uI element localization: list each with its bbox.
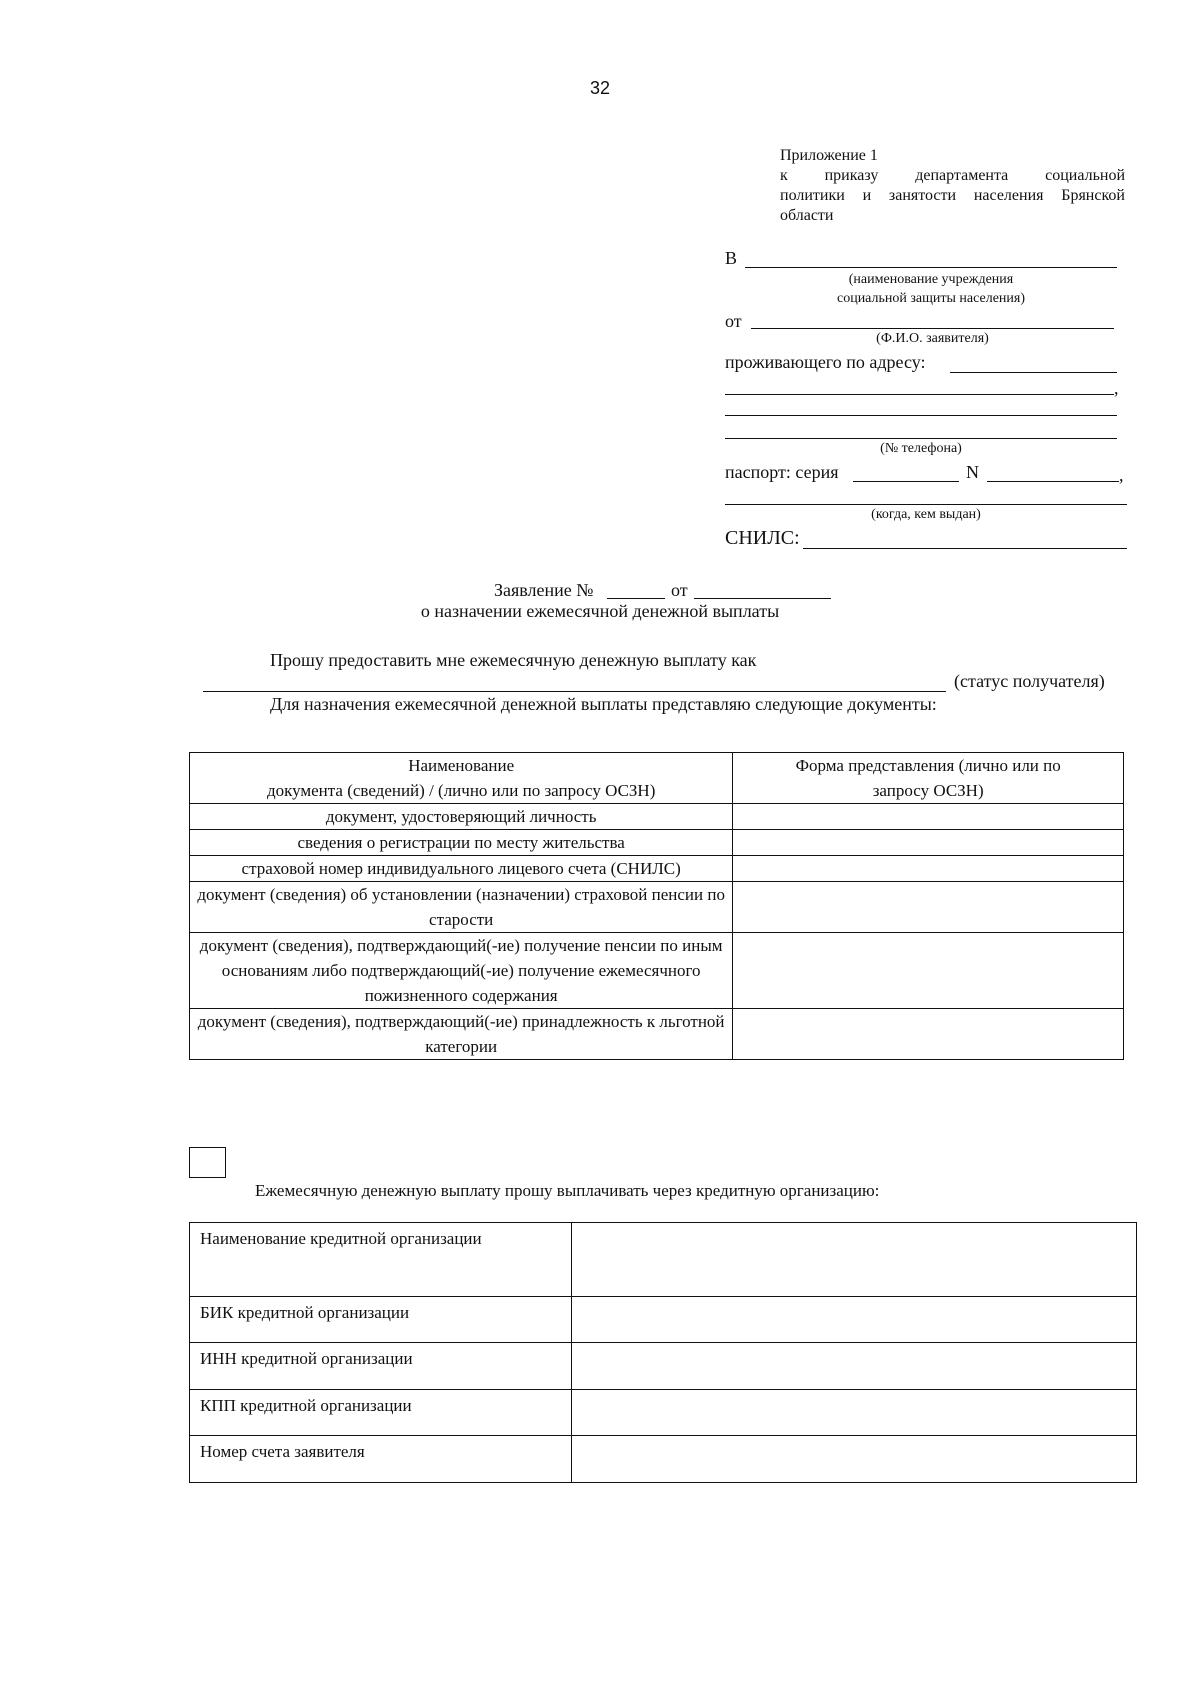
- snils-label: СНИЛС:: [725, 527, 800, 549]
- bank-field-value[interactable]: [572, 1436, 1137, 1483]
- submission-form-cell[interactable]: [733, 804, 1124, 830]
- table-row: [190, 1436, 1137, 1483]
- table-row: [190, 804, 1124, 830]
- document-name-cell: документ, удостоверяющий личность: [190, 804, 733, 830]
- header-document-name: [190, 753, 733, 804]
- phone-caption: (№ телефона): [880, 441, 962, 456]
- snils-field-line[interactable]: [803, 548, 1127, 549]
- appendix-reference: [780, 146, 1125, 226]
- table-row: [190, 1343, 1137, 1390]
- submission-form-cell[interactable]: [733, 933, 1124, 1009]
- bank-field-label: КПП кредитной организации: [190, 1390, 572, 1436]
- passport-comma: ,: [1119, 465, 1124, 485]
- submission-form-cell[interactable]: [733, 1009, 1124, 1060]
- bank-field-value[interactable]: [572, 1390, 1137, 1436]
- bank-field-label: Наименование кредитной организации: [190, 1223, 572, 1297]
- appendix-title: Приложение 1: [780, 147, 878, 164]
- document-name-cell: документ (сведения), подтверждающий(-ие) принадлежность к льготной категории: [190, 1009, 733, 1060]
- table-row: [190, 933, 1124, 1009]
- bank-field-label: ИНН кредитной организации: [190, 1343, 572, 1390]
- bank-details-table: [189, 1222, 1137, 1483]
- table-row: [190, 1390, 1137, 1436]
- from-caption: (Ф.И.О. заявителя): [876, 331, 989, 346]
- header-line: запросу ОСЗН): [872, 781, 984, 800]
- submission-form-cell[interactable]: [733, 882, 1124, 933]
- table-row: [190, 882, 1124, 933]
- header-line: Форма представления (лично или по: [795, 756, 1061, 775]
- header-line: документа (сведений) / (лично или по запросу ОСЗН): [266, 781, 656, 800]
- address-line[interactable]: [725, 438, 1117, 439]
- bank-payment-checkbox[interactable]: [189, 1147, 226, 1178]
- to-caption-line: (наименование учреждения: [848, 272, 1014, 287]
- passport-number-field[interactable]: [987, 481, 1119, 482]
- statement-date-field[interactable]: [694, 598, 831, 599]
- status-caption: (статус получателя): [954, 671, 1105, 691]
- appendix-line: политики и занятости населения Брянской: [780, 187, 1125, 204]
- bank-field-label: БИК кредитной организации: [190, 1297, 572, 1343]
- statement-from: от: [671, 580, 688, 600]
- page-number: 32: [589, 78, 611, 98]
- address-line[interactable]: [725, 415, 1117, 416]
- document-name-cell: документ (сведения), подтверждающий(-ие) получение пенсии по иным основаниям либо подтверждающий(-ие) получение ежемесячного пожизненного содержания: [190, 933, 733, 1009]
- from-prefix: от: [725, 311, 742, 331]
- address-line[interactable]: [725, 394, 1114, 395]
- bank-field-value[interactable]: [572, 1223, 1137, 1297]
- to-caption-line: социальной защиты населения): [836, 291, 1026, 306]
- to-prefix: В: [725, 248, 738, 268]
- document-name-cell: документ (сведения) об установлении (назначении) страховой пенсии по старости: [190, 882, 733, 933]
- bank-field-value[interactable]: [572, 1297, 1137, 1343]
- table-row: [190, 1297, 1137, 1343]
- to-caption: [745, 270, 1117, 308]
- table-row: [190, 856, 1124, 882]
- statement-label: Заявление №: [494, 580, 594, 600]
- to-field-line[interactable]: [745, 267, 1117, 268]
- appendix-line: к приказу департамента социальной: [780, 167, 1125, 184]
- document-name-cell: страховой номер индивидуального лицевого счета (СНИЛС): [190, 856, 733, 882]
- from-field-line[interactable]: [751, 328, 1114, 329]
- table-header-row: [190, 753, 1124, 804]
- table-row: [190, 1009, 1124, 1060]
- request-text: Прошу предоставить мне ежемесячную денежную выплату как: [270, 650, 757, 670]
- bank-intro: Ежемесячную денежную выплату прошу выплачивать через кредитную организацию:: [255, 1181, 880, 1200]
- recipient-status-field[interactable]: [203, 691, 946, 692]
- documents-table: [189, 752, 1124, 1060]
- submission-form-cell[interactable]: [733, 830, 1124, 856]
- passport-issued-line[interactable]: [725, 504, 1127, 505]
- documents-intro: Для назначения ежемесячной денежной выплаты представляю следующие документы:: [270, 694, 937, 714]
- passport-series-label: паспорт: серия: [725, 462, 839, 482]
- address-comma: ,: [1114, 378, 1119, 398]
- header-submission-form: [733, 753, 1124, 804]
- submission-form-cell[interactable]: [733, 856, 1124, 882]
- passport-series-field[interactable]: [853, 481, 959, 482]
- issued-caption: (когда, кем выдан): [871, 507, 981, 522]
- document-name-cell: сведения о регистрации по месту жительства: [190, 830, 733, 856]
- bank-field-label: Номер счета заявителя: [190, 1436, 572, 1483]
- statement-number-field[interactable]: [607, 598, 665, 599]
- residence-label: проживающего по адресу:: [725, 352, 926, 372]
- header-line: Наименование: [408, 756, 515, 775]
- residence-field-line[interactable]: [950, 372, 1117, 373]
- bank-field-value[interactable]: [572, 1343, 1137, 1390]
- passport-number-label: N: [966, 462, 979, 482]
- table-row: [190, 1223, 1137, 1297]
- appendix-line: области: [780, 207, 834, 224]
- table-row: [190, 830, 1124, 856]
- statement-subtitle: о назначении ежемесячной денежной выплаты: [420, 601, 780, 621]
